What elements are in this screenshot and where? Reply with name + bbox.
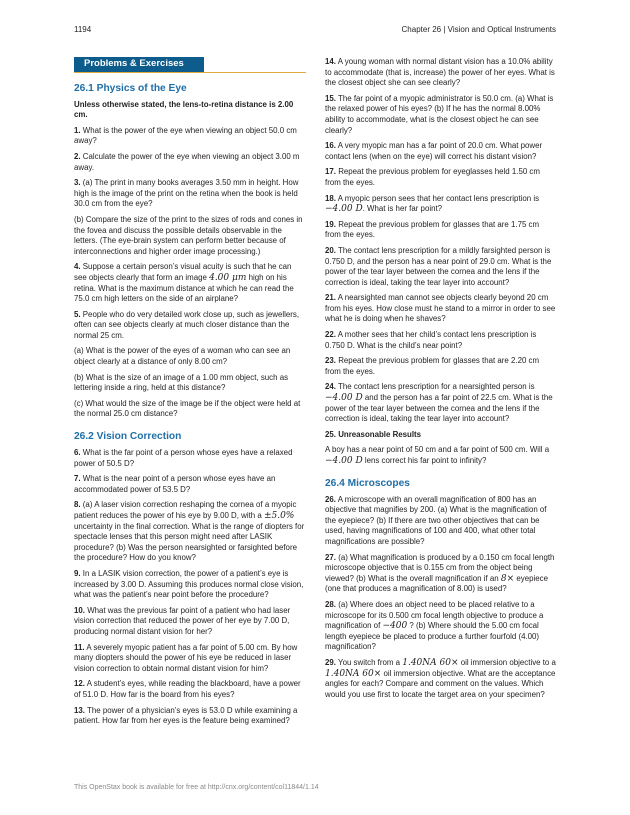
problem-text: Repeat the previous problem for glasses that are 2.20 cm from the eyes. bbox=[325, 356, 540, 376]
problem-number: 16. bbox=[325, 141, 336, 151]
problem-text: (a) A laser vision correction reshaping the cornea of a myopic patient reduces the power of his eye by 9.00 D, with a bbox=[74, 500, 297, 520]
problem-6 bbox=[74, 448, 306, 469]
chapter-header: Chapter 26 | Vision and Optical Instruments bbox=[401, 25, 556, 34]
problem-number: 5. bbox=[74, 309, 81, 319]
problem-text: A young woman with normal distant vision has a 10.0% ability to accommodate (that is, increase) the power of her eyes. What is the closest object she can see clearly? bbox=[325, 57, 555, 88]
problem-number: 7. bbox=[74, 474, 81, 484]
problem-text: What is the near point of a person whose eyes have an accommodated power of 53.5 D? bbox=[74, 474, 276, 494]
problem-23 bbox=[325, 356, 557, 377]
problem-number: 28. bbox=[325, 599, 336, 609]
problem-5 bbox=[74, 310, 306, 342]
page-footer: This OpenStax book is available for free at http://cnx.org/content/col11844/1.14 bbox=[74, 784, 319, 791]
problem-number: 22. bbox=[325, 330, 336, 340]
math-expression: 4.00 μm bbox=[209, 272, 247, 283]
problems-banner-label: Problems & Exercises bbox=[74, 57, 204, 72]
problem-text: ? (b) Where should the 5.00 cm focal length eyepiece be placed to produce a further fourfold (4.00) magnification? bbox=[325, 621, 540, 652]
math-expression: −4.00 D bbox=[325, 393, 363, 404]
problem-5c: (c) What would the size of the image be if the object were held at the normal 25.0 cm distance? bbox=[74, 398, 301, 419]
problem-number: 4. bbox=[74, 262, 81, 272]
problem-text: People who do very detailed work close up, such as jewellers, often can see objects clearly at much closer distance than the normal 25 cm. bbox=[74, 309, 300, 340]
problem-number: 19. bbox=[325, 219, 336, 229]
problem-number: 23. bbox=[325, 356, 336, 366]
problem-number: 29. bbox=[325, 657, 336, 667]
problem-20 bbox=[325, 246, 557, 288]
problem-number: 15. bbox=[325, 93, 336, 103]
left-column bbox=[74, 57, 306, 732]
problem-text: uncertainty in the final correction. What is the range of diopters for spectacle lenses that this person might need after LASIK procedure? (b) Was the person nearsighted or farsighted before the procedure? How do you know? bbox=[74, 521, 305, 563]
problem-8 bbox=[74, 500, 306, 564]
problem-text: A nearsighted man cannot see objects clearly beyond 20 cm from his eyes. How close must he stand to a mirror in order to see what he is doing when he shaves? bbox=[325, 293, 556, 324]
problem-25 bbox=[325, 445, 557, 466]
section-title-26-1: 26.1 Physics of the Eye bbox=[74, 82, 187, 94]
problem-29 bbox=[325, 658, 557, 700]
problem-number: 6. bbox=[74, 448, 81, 458]
section-note: Unless otherwise stated, the lens-to-retina distance is 2.00 cm. bbox=[74, 99, 294, 120]
problem-text: The power of a physician’s eyes is 53.0 D while examining a patient. How far from her eyes is the feature being examined? bbox=[74, 705, 298, 726]
problem-number: 11. bbox=[74, 642, 85, 652]
problem-text: A very myopic man has a far point of 20.0 cm. What power contact lens (when on the eye) will correct his distant vision? bbox=[325, 141, 543, 161]
problem-text: The contact lens prescription for a mildly farsighted person is 0.750 D, and the person has a near point of 29.0 cm. What is the power of the tear layer between the cornea and the lens if the correction is ideal, taking the tear layer into account? bbox=[325, 245, 552, 287]
problem-text: A microscope with an overall magnification of 800 has an objective that magnifies by 200. (a) What is the magnification of the eyepiece? (b) If there are two other objectives that can be used, having magnifications of 100 and 400, what other total magnifications are possible? bbox=[325, 494, 547, 546]
problem-3b: (b) Compare the size of the print to the sizes of rods and cones in the fovea and discuss the possible details observable in the letters. (The eye-brain system can perform better because of interconnections and higher order image processing.) bbox=[74, 214, 303, 256]
section-title-26-4: 26.4 Microscopes bbox=[325, 477, 410, 489]
problem-text: eyepiece (one that produces a magnification of 8.00) is used? bbox=[325, 573, 548, 594]
math-expression: 1.40NA 60× bbox=[325, 668, 382, 679]
problem-26 bbox=[325, 495, 557, 548]
problem-number: 2. bbox=[74, 151, 81, 161]
problems-banner bbox=[74, 57, 306, 73]
right-column bbox=[325, 57, 557, 705]
problem-28 bbox=[325, 600, 557, 653]
problem-text: The contact lens prescription for a nearsighted person is bbox=[338, 382, 535, 392]
problem-text: Repeat the previous problem for eyeglasses held 1.50 cm from the eyes. bbox=[325, 167, 540, 187]
problem-number: 27. bbox=[325, 552, 336, 562]
problem-text: high on his retina. What is the maximum distance at which he can read the 75.0 cm high letters on the side of an airplane? bbox=[74, 272, 294, 304]
problem-text: . What is her far point? bbox=[362, 204, 443, 214]
problem-11 bbox=[74, 643, 306, 675]
problem-text: A severely myopic patient has a far point of 5.00 cm. By how many diopters should the power of his eye be reduced in laser vision correction to obtain normal distant vision for him? bbox=[74, 642, 298, 673]
math-expression: −4.00 D bbox=[325, 204, 363, 215]
problem-7 bbox=[74, 474, 306, 495]
problem-number: 20. bbox=[325, 245, 336, 255]
problem-text: Repeat the previous problem for glasses that are 1.75 cm from the eyes. bbox=[325, 219, 540, 240]
problem-text: oil immersion objective to a bbox=[460, 657, 556, 667]
problem-text: (a) The print in many books averages 3.50 mm in height. How high is the image of the print on the retina when the book is held 30.0 cm from the eye? bbox=[74, 178, 299, 209]
problem-number: 9. bbox=[74, 568, 81, 578]
math-expression: 8× bbox=[500, 573, 515, 584]
problem-number: 8. bbox=[74, 500, 81, 510]
problem-text: A myopic person sees that her contact lens prescription is bbox=[337, 193, 540, 203]
problem-5a: (a) What is the power of the eyes of a woman who can see an object clearly at a distance of only 8.00 cm? bbox=[74, 346, 291, 367]
problem-27 bbox=[325, 553, 557, 595]
problem-17 bbox=[325, 167, 557, 188]
problem-text: and the person has a far point of 22.5 cm. What is the power of the tear layer between the cornea and the lens if the correction is ideal, taking the tear layer into account? bbox=[325, 393, 553, 424]
problem-25-title bbox=[325, 430, 557, 441]
problem-text: (a) What magnification is produced by a 0.150 cm focal length microscope objective that is 0.155 cm from the object being viewed? (b) What is the overall magnification if an bbox=[325, 552, 555, 583]
problem-number: 21. bbox=[325, 293, 336, 303]
problem-number: 12. bbox=[74, 679, 85, 689]
problem-text: lens correct his far point to infinity? bbox=[364, 456, 487, 465]
problem-21 bbox=[325, 293, 557, 325]
section-title-26-2: 26.2 Vision Correction bbox=[74, 431, 182, 443]
problem-text: A boy has a near point of 50 cm and a far point of 500 cm. Will a bbox=[325, 445, 550, 455]
problem-text: (a) Where does an object need to be placed relative to a microscope for its 0.500 cm focal length objective to produce a magnification of bbox=[325, 599, 544, 631]
problem-text: What was the previous far point of a patient who had laser vision correction that reduced the power of her eye by 7.00 D, producing normal distant vision for her? bbox=[74, 605, 291, 636]
problem-14 bbox=[325, 57, 557, 89]
problem-12 bbox=[74, 679, 306, 700]
problem-number: 1. bbox=[74, 125, 81, 135]
problem-number: 13. bbox=[74, 705, 85, 715]
problem-text: In a LASIK vision correction, the power of a patient’s eye is increased by 3.00 D. Assuming this produces normal close vision, what was the patient’s near point before the procedure? bbox=[74, 568, 304, 600]
problem-number: 18. bbox=[325, 193, 336, 203]
problem-number: 10. bbox=[74, 605, 85, 615]
problem-4 bbox=[74, 262, 306, 304]
problem-16 bbox=[325, 141, 557, 162]
math-expression: 1.40NA 60× bbox=[402, 657, 459, 668]
page-number: 1194 bbox=[74, 25, 92, 34]
problem-text: Suppose a certain person’s visual acuity is such that he can see objects clearly that form an image bbox=[74, 262, 292, 282]
problem-number: 17. bbox=[325, 167, 336, 177]
problem-15 bbox=[325, 94, 557, 136]
problem-10 bbox=[74, 606, 306, 638]
problem-text: What is the power of the eye when viewing an object 50.0 cm away? bbox=[74, 125, 297, 146]
problem-9 bbox=[74, 569, 306, 601]
problem-5b: (b) What is the size of an image of a 1.00 mm object, such as lettering inside a ring, held at this distance? bbox=[74, 372, 289, 393]
problem-text: oil immersion objective. What are the acceptance angles for each? Compare and comment on the values. Which would you use first to locate the target area on your specimen? bbox=[325, 668, 556, 699]
problem-number: 25. bbox=[325, 429, 336, 439]
problem-19 bbox=[325, 220, 557, 241]
math-expression: ±5.0% bbox=[263, 511, 295, 521]
problem-text: The far point of a myopic administrator is 50.0 cm. (a) What is the relaxed power of his eyes? (b) If he has the normal 8.00% ability to accommodate, what is the closest object he can see clearly? bbox=[325, 93, 554, 135]
problem-number: 14. bbox=[325, 57, 336, 66]
problem-text: A student’s eyes, while reading the blackboard, have a power of 51.0 D. How far is the board from his eyes? bbox=[74, 679, 301, 699]
math-expression: −400 bbox=[382, 621, 408, 632]
problem-text: You switch from a bbox=[338, 657, 401, 667]
problem-number: 3. bbox=[74, 178, 81, 188]
math-expression: −4.00 D bbox=[325, 456, 363, 466]
problem-24 bbox=[325, 382, 557, 424]
problem-22 bbox=[325, 330, 557, 351]
problem-2 bbox=[74, 152, 306, 173]
problem-text: What is the far point of a person whose eyes have a relaxed power of 50.5 D? bbox=[74, 448, 293, 468]
problem-text: Calculate the power of the eye when viewing an object 3.00 m away. bbox=[74, 151, 300, 172]
problem-1 bbox=[74, 126, 306, 147]
problem-18 bbox=[325, 194, 557, 215]
problem-3a bbox=[74, 178, 306, 210]
problem-subtitle: Unreasonable Results bbox=[338, 429, 422, 439]
problem-13 bbox=[74, 706, 306, 727]
problem-text: A mother sees that her child’s contact lens prescription is 0.750 D. What is the child’s near point? bbox=[325, 330, 537, 350]
problem-number: 24. bbox=[325, 382, 336, 392]
problem-number: 26. bbox=[325, 494, 336, 504]
